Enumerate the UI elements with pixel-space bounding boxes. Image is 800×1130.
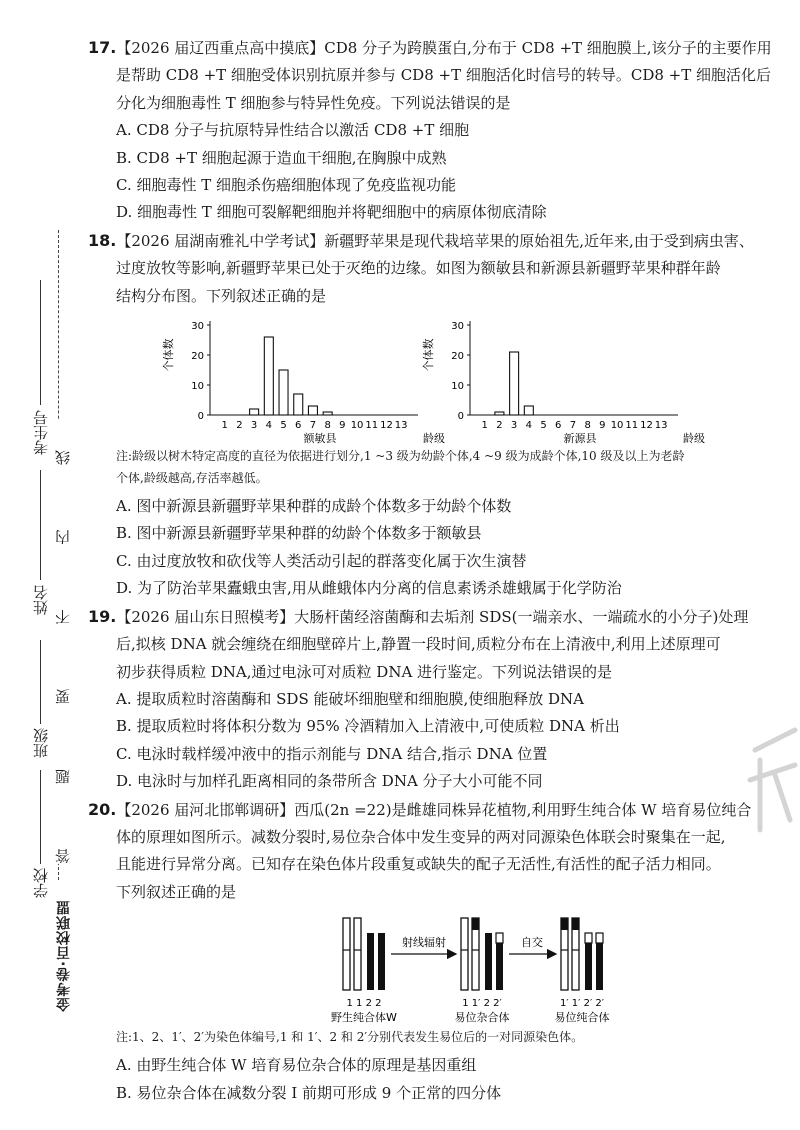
x-tick-label: 3 (250, 420, 258, 432)
x-tick-label: 1 (221, 420, 228, 432)
x-tick-label: 12 (640, 420, 653, 432)
bar (323, 412, 332, 415)
option-d[interactable]: D. 为了防治苹果蠹蛾虫害,用从雌蛾体内分离的信息素诱杀雄蛾属于化学防治 (116, 579, 622, 598)
x-tick-label: 5 (280, 420, 287, 432)
chart-xinyuan (418, 310, 718, 445)
chromosome-numbers-het: 1 1′ 2 2′ (462, 998, 502, 1010)
bar (279, 370, 288, 415)
translocation-diagram (88, 906, 778, 1026)
x-tick-label: 12 (380, 420, 393, 432)
bar (250, 409, 259, 415)
chromosome-numbers-hom: 1′ 1′ 2′ 2′ (559, 998, 605, 1010)
name-label: 姓名 (32, 585, 50, 615)
option-b[interactable]: B. 图中新源县新疆野苹果种群的幼龄个体数多于额敏县 (116, 524, 482, 543)
option-b[interactable]: B. CD8 +T 细胞起源于造血干细胞,在胸腺中成熟 (116, 148, 447, 167)
question-stem-line: 【2026 届辽西重点高中摸底】CD8 分子为跨膜蛋白,分布于 CD8 +T 细胞膜上,该分子的主要作用 (116, 39, 772, 57)
x-tick-label: 10 (610, 420, 624, 432)
x-tick-label: 9 (599, 420, 606, 432)
question-stem-line: 结构分布图。下列叙述正确的是 (116, 286, 327, 305)
chart-title: 额敏县 (303, 432, 337, 446)
question-stem-line: 是帮助 CD8 +T 细胞受体识别抗原并参与 CD8 +T 细胞活化时信号的转导。CD8 +T 细胞活化后 (116, 66, 772, 85)
option-b[interactable]: B. 提取质粒时将体积分数为 95% 冷酒精加入上清液中,可使质粒 DNA 析出 (116, 717, 620, 736)
option-b[interactable]: B. 易位杂合体在减数分裂 Ⅰ 前期可形成 9 个正常的四分体 (116, 1083, 502, 1102)
x-tick-label: 7 (569, 420, 577, 432)
chart-emin (158, 310, 458, 445)
question-stem-line: 后,拟核 DNA 就会缠绕在细胞壁碎片上,静置一段时间,质粒分布在上清液中,利用上述原理可 (116, 635, 721, 654)
arrow-selfing-label: 自交 (521, 936, 543, 950)
option-a[interactable]: A. 提取质粒时溶菌酶和 SDS 能破坏细胞壁和细胞膜,使细胞释放 DNA (116, 689, 585, 708)
x-tick-label: 4 (525, 420, 533, 432)
option-a[interactable]: A. CD8 分子与抗原特异性结合以激活 CD8 +T 细胞 (116, 121, 470, 140)
question-number: 19. (88, 606, 117, 626)
option-a[interactable]: A. 图中新源县新疆野苹果种群的成龄个体数多于幼龄个体数 (116, 497, 512, 516)
name-line (40, 470, 41, 580)
question-stem-line: 初步获得质粒 DNA,通过电泳可对质粒 DNA 进行鉴定。下列说法错误的是 (116, 662, 613, 681)
x-tick-label: 2 (236, 420, 243, 432)
x-tick-label: 6 (555, 420, 562, 432)
option-c[interactable]: C. 细胞毒性 T 细胞杀伤癌细胞体现了免疫监视功能 (116, 176, 457, 195)
option-d[interactable]: D. 细胞毒性 T 细胞可裂解靶细胞并将靶细胞中的病原体彻底清除 (116, 203, 547, 222)
school-line (40, 770, 41, 864)
question-stem-line: 下列叙述正确的是 (116, 882, 237, 901)
y-tick-label: 10 (451, 381, 464, 393)
bar (524, 406, 533, 415)
x-tick-label: 10 (350, 420, 364, 432)
y-axis-label: 个体数 (422, 338, 435, 372)
x-tick-label: 9 (339, 420, 346, 432)
label-heterozygote: 易位杂合体 (454, 1011, 510, 1025)
x-tick-label: 13 (654, 420, 668, 432)
option-c[interactable]: C. 电泳时载样缓冲液中的指示剂能与 DNA 结合,指示 DNA 位置 (116, 744, 548, 763)
question-19 (88, 603, 778, 796)
option-c[interactable]: C. 由过度放牧和砍伐等人类活动引起的群落变化属于次生演替 (116, 551, 527, 570)
question-stem-line: 且能进行异常分离。已知存在染色体片段重复或缺失的配子无活性,有活性的配子活力相同。 (116, 855, 721, 874)
watermark-graphic (740, 720, 800, 840)
question-content (88, 34, 778, 1107)
x-tick-label: 13 (394, 420, 408, 432)
x-axis-label: 龄级 (683, 432, 705, 446)
brand-label: 金考卷·百校联盟 (56, 900, 72, 1012)
chromosome-numbers-w: 1 1 2 2 (346, 998, 382, 1010)
bar (294, 394, 303, 415)
x-tick-label: 8 (584, 420, 591, 432)
x-tick-label: 8 (324, 420, 331, 432)
question-number: 18. (88, 230, 117, 250)
figure-note-line: 注:1、2、1′、2′为染色体编号,1 和 1′、2 和 2′分别代表发生易位后的一对同源染色体。 (116, 1030, 584, 1045)
exam-number-line (40, 280, 41, 405)
question-stem-line: 【2026 届湖南雅礼中学考试】新疆野苹果是现代栽培苹果的原始祖先,近年来,由于受到病虫害、 (116, 231, 754, 250)
question-18 (88, 227, 778, 603)
question-stem-line: 【2026 届山东日照模考】大肠杆菌经溶菌酶和去垢剂 SDS(一端亲水、一端疏水的小分子)处理 (116, 607, 749, 626)
bar (495, 412, 504, 415)
question-stem-line: 【2026 届河北邯郸调研】西瓜(2n =22)是雌雄同株异花植物,利用野生纯合体 W 培育易位纯合 (116, 800, 752, 819)
y-tick-label: 0 (197, 411, 204, 423)
x-tick-label: 5 (540, 420, 547, 432)
question-stem-line: 过度放牧等影响,新疆野苹果已处于灭绝的边缘。如图为额敏县和新源县新疆野苹果种群年龄 (116, 259, 721, 278)
age-structure-figure (88, 310, 778, 445)
label-wild-homozygote: 野生纯合体W (331, 1011, 397, 1025)
figure-note-line: 个体,龄级越高,存活率越低。 (116, 471, 268, 486)
figure-note-line: 注:龄级以树木特定高度的直径为依据进行划分,1 ~3 级为幼龄个体,4 ~9 级为成龄个体,10 级及以上为老龄 (116, 449, 685, 464)
y-tick-label: 20 (191, 351, 204, 363)
y-tick-label: 20 (451, 351, 464, 363)
x-tick-label: 11 (365, 420, 379, 432)
option-d[interactable]: D. 电泳时与加样孔距离相同的条带所含 DNA 分子大小可能不同 (116, 772, 543, 791)
school-label: 学校 (32, 868, 50, 898)
bar (264, 337, 273, 415)
heterozygote-chromosomes (461, 918, 503, 990)
binding-margin (0, 0, 86, 1130)
x-tick-label: 3 (510, 420, 518, 432)
x-tick-label: 2 (496, 420, 503, 432)
option-a[interactable]: A. 由野生纯合体 W 培育易位杂合体的原理是基因重组 (116, 1056, 477, 1075)
question-stem-line: 体的原理如图所示。减数分裂时,易位杂合体中发生变异的两对同源染色体联会时聚集在一起, (116, 827, 726, 846)
chromosome-diagram (88, 906, 778, 1026)
x-tick-label: 7 (309, 420, 317, 432)
bar (510, 352, 519, 415)
question-stem-line: 分化为细胞毒性 T 细胞参与特异性免疫。下列说法错误的是 (116, 93, 511, 112)
chart-title: 新源县 (563, 432, 597, 446)
x-tick-label: 4 (265, 420, 273, 432)
class-line (40, 640, 41, 724)
x-axis-label: 龄级 (423, 432, 445, 446)
x-tick-label: 11 (625, 420, 639, 432)
question-number: 17. (88, 38, 117, 57)
translocation-homozygote-chromosomes (561, 918, 603, 990)
label-homozygote: 易位纯合体 (554, 1011, 610, 1025)
y-axis-label: 个体数 (162, 338, 175, 372)
exam-number-label: 考生号 (32, 410, 50, 455)
wild-homozygote-chromosomes (343, 918, 385, 990)
question-20 (88, 796, 778, 1107)
y-tick-label: 30 (451, 321, 464, 333)
x-tick-label: 6 (295, 420, 302, 432)
class-label: 班级 (32, 728, 50, 758)
y-tick-label: 0 (457, 411, 464, 423)
seal-text: 答 题 要 不 内 线 (54, 420, 72, 864)
question-number: 20. (88, 799, 117, 819)
arrow-radiation-label: 射线辐射 (402, 936, 446, 950)
y-tick-label: 10 (191, 381, 204, 393)
bar (308, 406, 317, 415)
x-tick-label: 1 (481, 420, 488, 432)
question-17 (88, 34, 778, 227)
y-tick-label: 30 (191, 321, 204, 333)
